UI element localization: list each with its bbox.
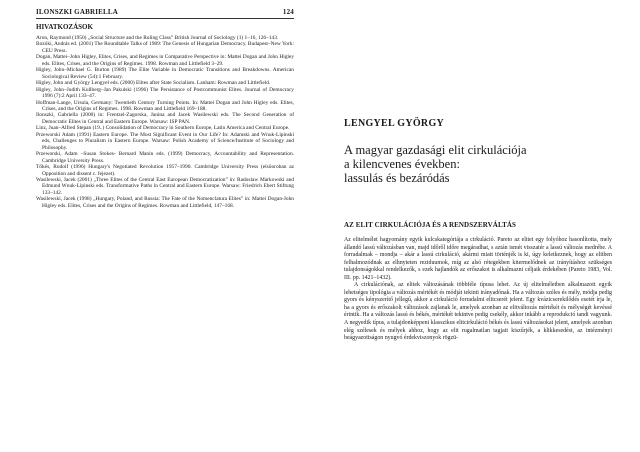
right-page <box>320 0 640 452</box>
page-number: 124 <box>282 8 294 16</box>
reference-item: Tőkés, Rudolf (1996) Hungary's Negotiated Revolution 1957–1990. Cambridge University Press (elsőoroban az Opposition and dissent c. fejezet). <box>36 164 294 177</box>
reference-item: Higley, John–Judith Kullberg–Jan Pakulski (1996) The Persistance of Postcommunist Elites. Journal of Democracy 1996 (7):2 April 133–47. <box>36 86 294 100</box>
reference-item: Dogan, Mattei–John Higley, Elites, Crises, and Regimes in Comparative Perspective in: Mattei Dogan and John Higley eds. Elites, Crises, and the Origins of Regimes. 1998. Rowman and Littlefield 3–29. <box>36 54 294 67</box>
reference-item: Wasilewski, Jacek (1998) „Hungary, Poland, and Russia: The Fate of the Nomenclatura Elites” in: Mattei Dogan-John Higley eds. Elites, Crises and the Origins of Regimes. Rowman and Littlefield, 147–168. <box>36 196 294 209</box>
references-heading: HIVATKOZÁSOK <box>36 23 93 31</box>
reference-item: Linz, Juan–Alfred Stepan (19..) Consolidation of Democracy in Southern Europe, Latin America and Central Europe. <box>36 125 290 132</box>
reference-item: Bozóki, András ed. (2001) The Roundtable Talks of 1989: The Genesis of Hungarian Democracy. Budapest–New York: CEU Press. <box>36 41 294 54</box>
reference-item: Przeworski, Adam –Susan Stokes- Bernard Manin eds. (1999) Democracy, Accountability and Representation. Cambridge University Press. <box>36 151 294 164</box>
body-paragraph: A cirkulációnak, az elitek változásának többféle típusa lehet. Az új elitelméletben alkalmazott egyik lehetséges tipológia a változás mértékét és módját tekinti irányadónak. Ha a változás széles és mély, módja pedig gyors és kényszerítő jellegű, akkor a cirkuláció forradalmi elitcserét jelent. Egy kvázicserekilődés esetét írja le, ha a gyors és erőszakolt változások zajlanak le, amelyek azonban az elitváltozás mértékét és mélységét kevéssé érintik. Ha a változás lassú és békés, mértékét tekintve pedig csekély, akkor inkább a reprodukció tandi vagyunk. A negyedik típus, a tulajdonképpeni klasszikus elitcirkuláció békés és lassú változásokat jelent, amelyek azonban elég szélesek és mélyek ahhoz, hogy az elit rugalmatlan tagjait kiszűrjék, a klikkesedést, az intézményi beágyazottságon nyugvó érdekviszonyok rögzü- <box>344 282 612 342</box>
title-line: A magyar gazdasági elit cirkulációja <box>344 143 527 157</box>
section-heading: AZ ELIT CIRKULÁCIÓJA ÉS A RENDSZERVÁLTÁS <box>344 221 517 229</box>
reference-item: Higley, John and György Lengyel eds. (2000) Elites after State Socialism. Lanham: Rowman and Littlefield. <box>36 80 271 87</box>
reference-item: Ilonszki, Gabriella (2000) in: Frentzel-Zagorska, Janina and Jacek Wasilewski eds. The Second Generation of Democratic Elites in Central and Eastern Europe. Warsaw: ISP PAN. <box>36 112 294 125</box>
title-line: lassulás és bezáródás <box>344 171 450 185</box>
reference-item: Przeworski Adam (1991) Eastern Europe. The Most Significant Event in Our Life? In: Adamski and Wnuk-Lipinski eds, Challenges to Pluralism in Eastern Europe. Warsaw: Polish Academy of Science/Institute of Sociology and Philosophy. <box>36 131 294 151</box>
reference-list <box>36 35 294 209</box>
article-title <box>344 143 612 185</box>
reference-item: Hoffman-Lange, Ursula, Germany: Twentieth Century Turning Points. In: Mattei Dogan and John Higley eds. Elites, Crises, and the Origins of Regimes. 1998. Rowman and Littlefield 169–188. <box>36 99 294 112</box>
body-paragraph: Az elitelmélet hagyomány egyik kulcskategóriája a cirkuláció. Pareto az elitet egy folyóhoz hasonlította, mely állandó lassú változásban van, majd időről időre megáradhat, s aztán ismét visszatér a lassú változás medrébe. A forradalmak – mondja – akár a lassú cirkuláció, akármi miatt történjék is ki, úgy keletkeznek, hogy az elitben felhalmozódnak az elhnyteten reziduumok, míg az alsó rétegekben kitermelődnek az irányításhoz szükséges tulajdonságokkal rendelkezők, s ezek hajlandók az erőszakot is alkalmazni céljaik érdekében (Pareto 1983, Vol. III. pp. 1421–1432). <box>344 237 612 281</box>
reference-item: Wasilewski, Jacek (2001) „Three Elites of the Central East European Democratization” in: Radoslaw Markowski and Edmund Wnuk-Lipinski eds. Transformative Paths in Central and Eastern Europe. Warsaw: Friedrich Ebert Stiftung 133–142. <box>36 176 294 196</box>
article-author: LENGYEL GYÖRGY <box>344 118 445 129</box>
title-line: a kilencvenes években: <box>344 157 460 171</box>
reference-item: Higley, John–Michael G. Burton (1989) The Elite Variable in Democratic Transitions and Breakdowns. American Sociological Review (54):1 February. <box>36 67 294 80</box>
running-head <box>36 8 294 19</box>
running-head-author: ILONSZKI GABRIELLA <box>36 8 118 16</box>
reference-item: Aron, Raymond (1950) „Social Structure and the Ruling Class” British Journal of Sociology (1) 1–16, 126–143. <box>36 35 279 41</box>
